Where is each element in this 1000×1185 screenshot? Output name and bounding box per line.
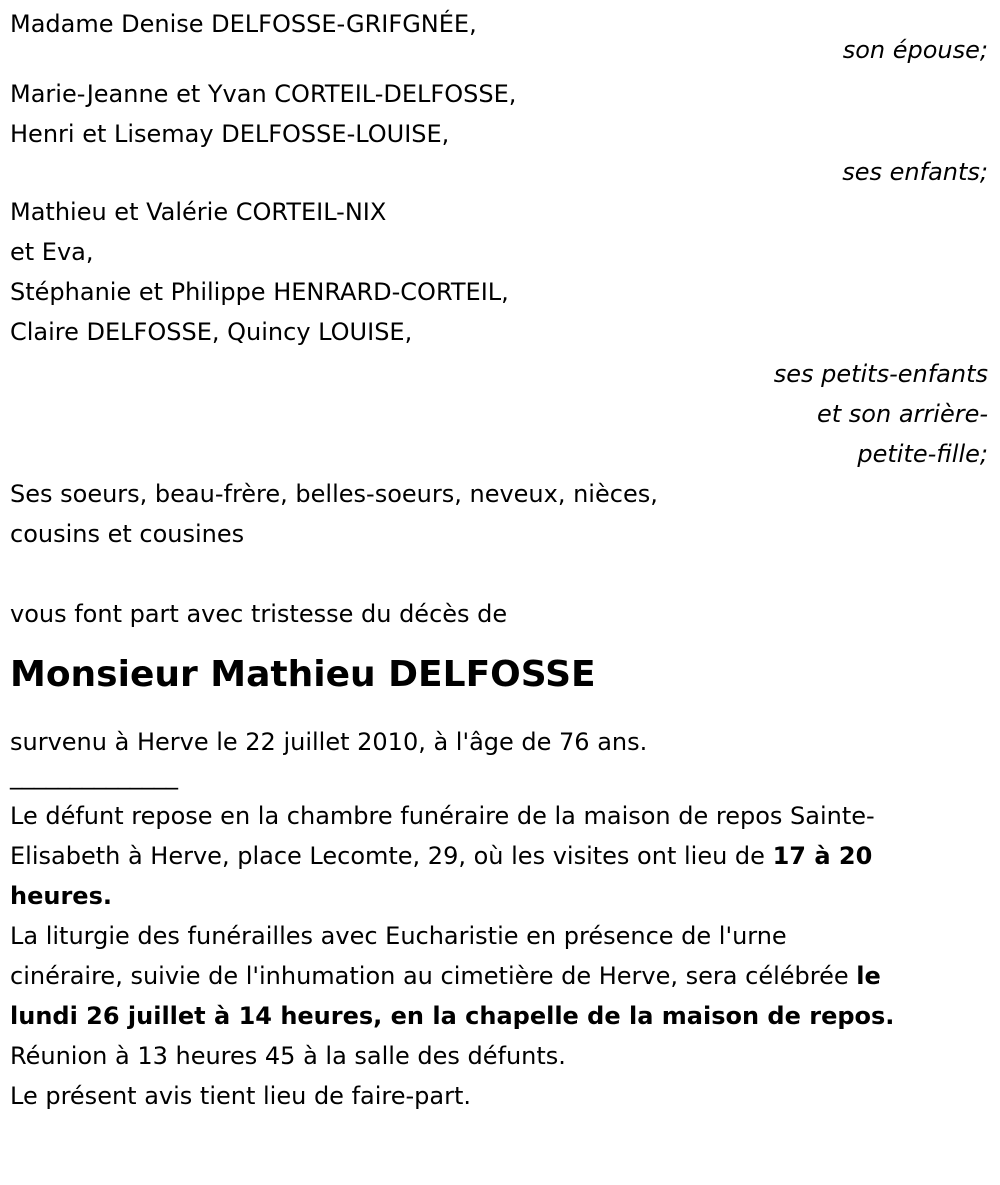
spouse-role: son épouse;	[842, 36, 988, 64]
grandchildren-role-1: ses petits-enfants	[773, 360, 988, 388]
rest-line-2-text: Elisabeth à Herve, place Lecomte, 29, où les visites ont lieu de	[10, 842, 773, 870]
liturgy-line-2	[10, 956, 990, 996]
children-line-1: Marie-Jeanne et Yvan CORTEIL-DELFOSSE,	[10, 80, 517, 108]
grandchildren-role-3: petite-fille;	[857, 440, 988, 468]
announcement: vous font part avec tristesse du décès de	[10, 600, 508, 628]
obituary-notice	[10, 4, 990, 1116]
notice-info: Le présent avis tient lieu de faire-part.	[10, 1082, 472, 1110]
others-line-1: Ses soeurs, beau-frère, belles-soeurs, neveux, nièces,	[10, 480, 658, 508]
grandchildren-line-2: et Eva,	[10, 238, 94, 266]
death-info: survenu à Herve le 22 juillet 2010, à l'âge de 76 ans.	[10, 728, 648, 756]
liturgy-date-place: lundi 26 juillet à 14 heures, en la chapelle de la maison de repos.	[10, 1002, 895, 1030]
spouse-name: Madame Denise DELFOSSE-GRIFGNÉE,	[10, 10, 477, 38]
grandchildren-line-4: Claire DELFOSSE, Quincy LOUISE,	[10, 318, 413, 346]
children-role: ses enfants;	[842, 158, 988, 186]
others-line-2: cousins et cousines	[10, 520, 245, 548]
liturgy-line-1: La liturgie des funérailles avec Eucharistie en présence de l'urne	[10, 922, 787, 950]
liturgy-line-3	[10, 996, 990, 1036]
rest-line-2	[10, 836, 990, 876]
rest-line-1: Le défunt repose en la chambre funéraire de la maison de repos Sainte-	[10, 802, 875, 830]
liturgy-date-start: le	[856, 962, 881, 990]
grandchildren-line-1: Mathieu et Valérie CORTEIL-NIX	[10, 198, 387, 226]
visit-hours-unit: heures.	[10, 882, 112, 910]
children-line-2: Henri et Lisemay DELFOSSE-LOUISE,	[10, 120, 450, 148]
visit-hours: 17 à 20	[772, 842, 873, 870]
deceased-name: Monsieur Mathieu DELFOSSE	[10, 654, 596, 695]
separator-line: ______________	[10, 762, 178, 790]
meeting-info: Réunion à 13 heures 45 à la salle des défunts.	[10, 1042, 566, 1070]
rest-line-3	[10, 876, 990, 916]
liturgy-line-2-text: cinéraire, suivie de l'inhumation au cimetière de Herve, sera célébrée	[10, 962, 857, 990]
grandchildren-role-2: et son arrière-	[817, 400, 988, 428]
grandchildren-line-3: Stéphanie et Philippe HENRARD-CORTEIL,	[10, 278, 509, 306]
